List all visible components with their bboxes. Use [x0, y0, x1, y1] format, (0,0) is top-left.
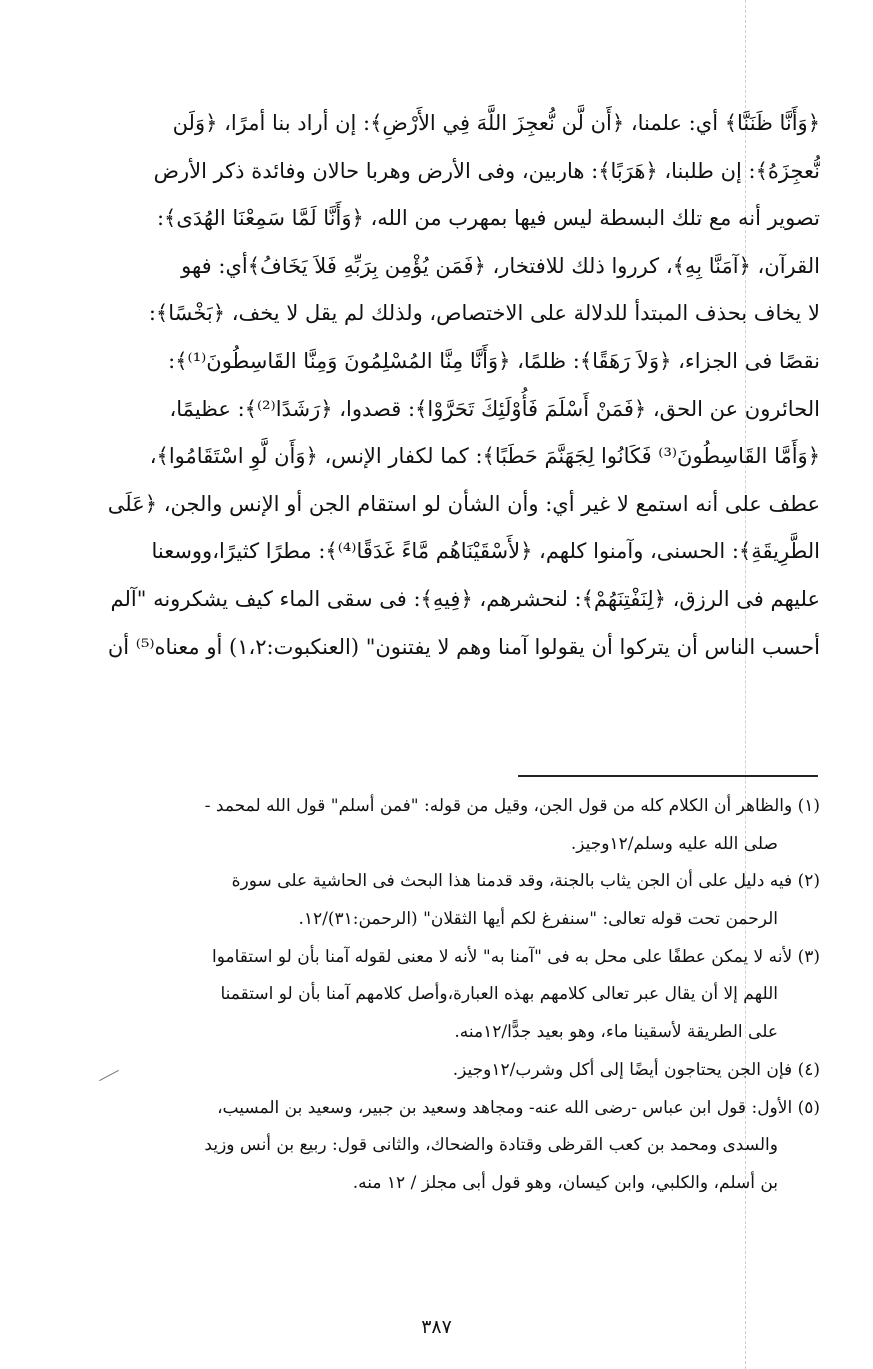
footnote-4 — [78, 1052, 820, 1090]
main-text-line: نُّعجِزَهُ﴾: إن طلبنا، ﴿هَرَبًا﴾: هاربين، وفى الأرض وهربا حالان وفائدة ذكر الأرض — [153, 158, 820, 183]
footnote-line: الرحمن تحت قوله تعالى: "سنفرغ لكم أيها الثقلان" (الرحمن:٣١)/١٢. — [298, 909, 778, 930]
footnote-1 — [78, 788, 820, 863]
footnote-line: على الطريقة لأسقينا ماء، وهو بعيد جدًّا/١٢منه. — [454, 1022, 778, 1043]
footnote-line: (٤) فإن الجن يحتاجون أيضًا إلى أكل وشرب/١٢وجيز. — [452, 1059, 820, 1080]
main-text-line: تصوير أنه مع تلك البسطة ليس فيها بمهرب من الله، ﴿وَأَنَّا لَمَّا سَمِعْنَا الهُدَى﴾: — [156, 206, 820, 231]
footnote-line: (٣) لأنه لا يمكن عطفًا على محل به فى "آمنا به" لأنه لا معنى لقوله آمنا بأن لو استقاموا — [211, 946, 820, 967]
footnote-line: صلى الله عليه وسلم/١٢وجيز. — [570, 833, 778, 854]
main-text-line: عليهم فى الرزق، ﴿لِنَفْتِنَهُمْ﴾: لنحشرهم، ﴿فِيهِ﴾: فى سقى الماء كيف يشكرونه "آلم — [110, 586, 820, 611]
footnote-line: (٢) فيه دليل على أن الجن يثاب بالجنة، وقد قدمنا هذا البحث فى الحاشية على سورة — [231, 871, 820, 892]
footnote-divider — [518, 775, 818, 777]
main-text-line: نقصًا فى الجزاء، ﴿وَلاَ رَهَقًا﴾: ظلمًا، ﴿وَأَنَّا مِنَّا المُسْلِمُونَ وَمِنَّا القَاسِطُونَ⁽¹⁾﴾: — [168, 348, 820, 373]
footnote-2 — [78, 863, 820, 938]
main-text-line: ﴿وَأَنَّا ظَنَنَّا﴾ أي: علمنا، ﴿أَن لَّن نُّعجِزَ اللَّهَ فِي الأَرْضِ﴾: إن أراد بنا أمرًا، ﴿وَلَن — [172, 111, 820, 135]
footnote-line: والسدى ومحمد بن كعب القرظى وقتادة والضحاك، والثانى قول: ربيع بن أنس وزيد — [204, 1135, 778, 1156]
main-text-line: ﴿وَأَمَّا القَاسِطُونَ⁽³⁾ فَكَانُوا لِجَهَنَّمَ حَطَبًا﴾: كما لكفار الإنس، ﴿وَأَن لَّوِ اسْتَقَامُوا﴾، — [149, 444, 820, 469]
footnote-3 — [78, 939, 820, 1052]
main-text-line: القرآن، ﴿آمَنَّا بِهِ﴾، كرروا ذلك للافتخار، ﴿فَمَن يُؤْمِن بِرَبِّهِ فَلاَ يَخَافُ﴾أي: فهو — [181, 253, 820, 278]
footnote-line: (١) والظاهر أن الكلام كله من قول الجن، وقيل من قوله: "فمن أسلم" قول الله لمحمد - — [204, 796, 820, 816]
main-text-line: أحسب الناس أن يتركوا أن يقولوا آمنا وهم لا يفتنون" (العنكبوت:١،٢) أو معناه⁽⁵⁾ أن — [107, 634, 820, 659]
main-text-block — [78, 100, 820, 671]
footnote-line: (٥) الأول: قول ابن عباس -رضى الله عنه- ومجاهد وسعيد بن جبير، وسعيد بن المسيب، — [217, 1097, 820, 1118]
footnote-5 — [78, 1090, 820, 1203]
main-text-line: الطَّرِيقَةِ﴾: الحسنى، وآمنوا كلهم، ﴿لأَسْقَيْنَاهُم مَّاءً غَدَقًا⁽⁴⁾﴾: مطرًا كثيرًا،ووسعنا — [151, 539, 820, 564]
page-number: ٣٨٧ — [421, 1316, 452, 1338]
footnote-line: اللهم إلا أن يقال عبر تعالى كلامهم بهذه العبارة،وأصل كلامهم آمنا بأن لو استقمنا — [220, 984, 778, 1005]
footnote-line: بن أسلم، والكلبي، وابن كيسان، وهو قول أبى مجلز / ١٢ منه. — [352, 1172, 778, 1193]
main-text-line: عطف على أنه استمع لا غير أي: وأن الشأن لو استقام الجن أو الإنس والجن، ﴿عَلَى — [107, 491, 820, 516]
main-text-line: الحائرون عن الحق، ﴿فَمَنْ أَسْلَمَ فَأُوْلَئِكَ تَحَرَّوْا﴾: قصدوا، ﴿رَشَدًا⁽²⁾﴾: عظيمًا، — [169, 396, 820, 421]
main-text-line: لا يخاف بحذف المبتدأ للدلالة على الاختصاص، ولذلك لم يقل لا يخف، ﴿بَخْسًا﴾: — [148, 301, 820, 326]
footnotes-block — [78, 788, 820, 1203]
